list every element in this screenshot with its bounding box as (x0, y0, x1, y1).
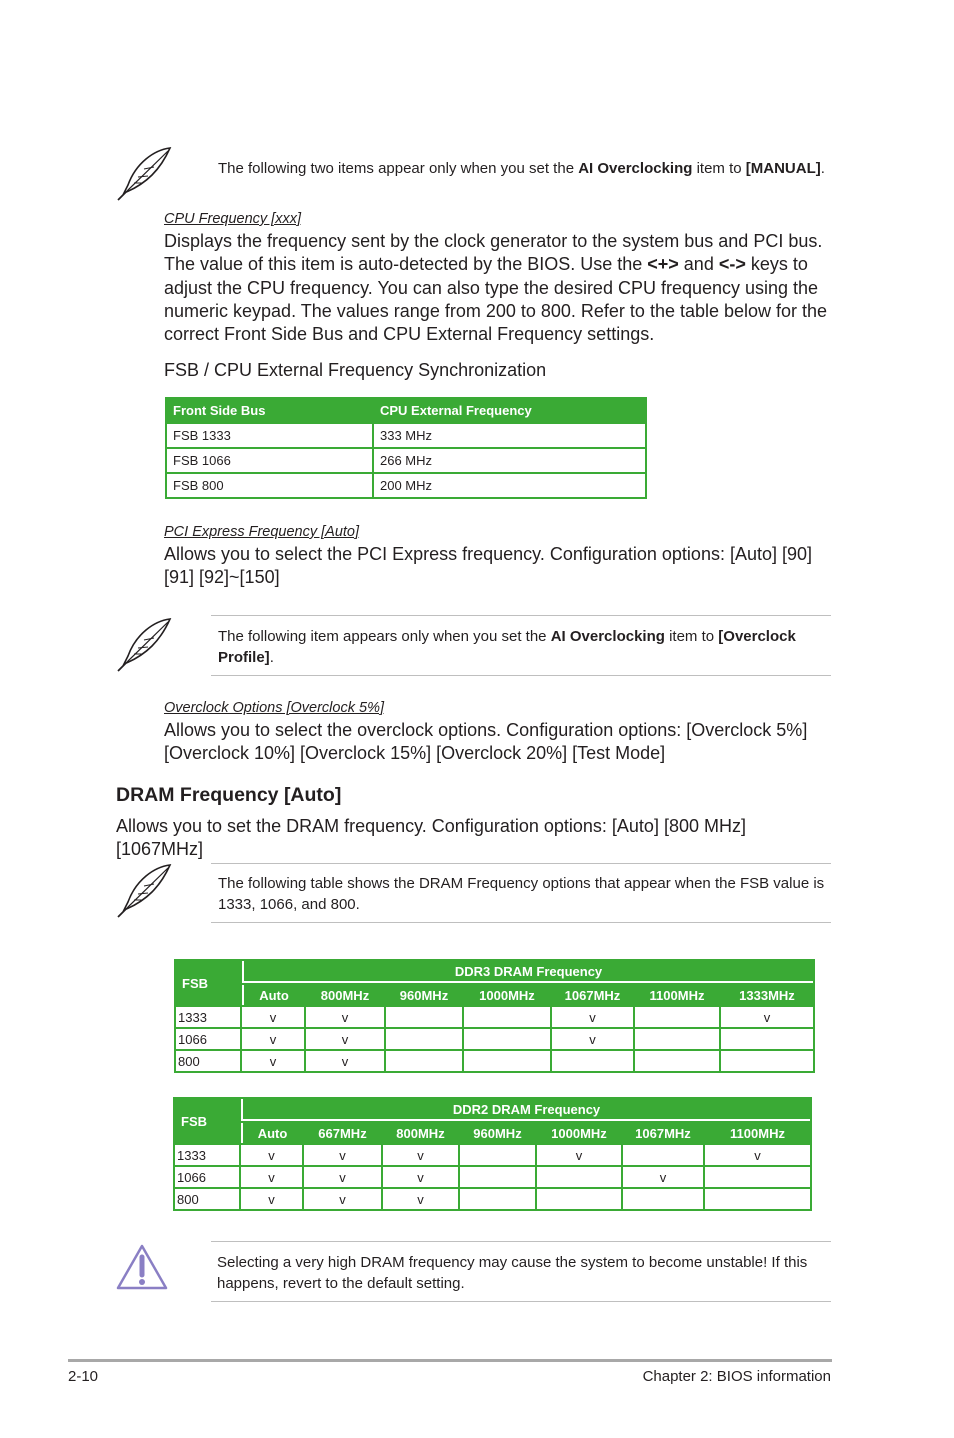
table-cell (705, 1189, 810, 1209)
dram-frequency-description: Allows you to set the DRAM frequency. Configuration options: [Auto] [800 MHz] [1067MHz] (116, 816, 746, 860)
table-cell: v (242, 1029, 304, 1049)
table-cell: FSB 1066 (167, 449, 372, 472)
fsb-cell: 1066 (175, 1167, 239, 1187)
overclock-options-title: Overclock Options [Overclock 5%] (164, 700, 384, 716)
table-cell (460, 1167, 535, 1187)
column-header: 1100MHz (730, 1125, 785, 1141)
table-cell (635, 1051, 719, 1071)
fsb-column-header: FSB (181, 1113, 207, 1129)
page-number: 2-10 (68, 1368, 99, 1385)
table-header-row (175, 1123, 810, 1143)
fsb-cpu-frequency-table (165, 397, 647, 499)
table-cell: v (721, 1007, 813, 1027)
table-header-row (176, 961, 813, 983)
table-cell: v (537, 1145, 621, 1165)
table-cell: v (242, 1051, 304, 1071)
table-cell (623, 1189, 703, 1209)
fsb-table-caption: FSB / CPU External Frequency Synchronization (164, 360, 547, 380)
table-cell (386, 1051, 462, 1071)
table-cell: FSB 800 (167, 474, 372, 497)
table-cell: v (306, 1007, 384, 1027)
table-cell: v (242, 1007, 304, 1027)
table-cell (537, 1167, 621, 1187)
table-cell: v (383, 1167, 458, 1187)
table-cell (635, 1007, 719, 1027)
table-row (175, 1167, 810, 1187)
table-cell: v (241, 1145, 302, 1165)
table-cell (721, 1029, 813, 1049)
pcie-frequency-title: PCI Express Frequency [Auto] (164, 524, 360, 540)
table-header: Front Side Bus (173, 403, 266, 418)
table-cell: v (306, 1051, 384, 1071)
table-cell (464, 1007, 550, 1027)
table-cell: v (304, 1167, 381, 1187)
column-header: Auto (242, 985, 304, 1005)
table-row (176, 1007, 813, 1027)
table-cell: v (705, 1145, 810, 1165)
column-header: 1067MHz (564, 987, 621, 1003)
note-text: The following table shows the DRAM Frequency options that appear when the FSB value is 1333, 1066, and 800. (218, 875, 825, 913)
overclock-options-description: Allows you to select the overclock options. Configuration options: [Overclock 5%] [Overclock 10%] [Overclock 15%] [Overclock 20%] [Test Mode] (164, 720, 808, 764)
fsb-cell: 1333 (176, 1007, 240, 1027)
table-header-row (175, 1099, 810, 1121)
warning-text: Selecting a very high DRAM frequency may cause the system to become unstable! If this happens, revert to the default setting. (217, 1254, 808, 1292)
table-cell: v (552, 1007, 633, 1027)
cpu-frequency-title: CPU Frequency [xxx] (164, 211, 301, 227)
note-feather-icon (114, 862, 174, 920)
column-header: 667MHz (318, 1125, 367, 1141)
dram-frequency-heading: DRAM Frequency [Auto] (116, 784, 342, 806)
table-cell (635, 1029, 719, 1049)
fsb-column-header: FSB (182, 975, 208, 991)
table-row (176, 1051, 813, 1071)
column-header: 1000MHz (551, 1125, 607, 1141)
table-cell: v (304, 1145, 381, 1165)
table-cell (460, 1189, 535, 1209)
fsb-cell: 1333 (175, 1145, 239, 1165)
table-cell (537, 1189, 621, 1209)
table-cell (386, 1007, 462, 1027)
ddr3-frequency-table (174, 959, 815, 1073)
table-row (167, 449, 645, 472)
pcie-frequency-description: Allows you to select the PCI Express frequency. Configuration options: [Auto] [90] [91] [92]~[150] (164, 544, 813, 588)
table-cell (386, 1029, 462, 1049)
table-cell (464, 1051, 550, 1071)
table-cell (721, 1051, 813, 1071)
note-divider (211, 1241, 831, 1242)
column-header: 800MHz (320, 987, 370, 1003)
note-divider (211, 863, 831, 864)
note-divider (211, 1301, 831, 1302)
table-cell: v (306, 1029, 384, 1049)
table-header: CPU External Frequency (380, 403, 532, 418)
note-divider (211, 675, 831, 676)
table-row (167, 474, 645, 497)
note-feather-icon (114, 616, 174, 674)
table-cell (464, 1029, 550, 1049)
column-header: 800MHz (396, 1125, 445, 1141)
table-cell (705, 1167, 810, 1187)
table-header-row (176, 985, 813, 1005)
table-row (176, 1029, 813, 1049)
column-header: 1067MHz (635, 1125, 691, 1141)
table-cell: 333 MHz (374, 424, 645, 447)
fsb-cell: 800 (176, 1051, 240, 1071)
column-header: 1333MHz (739, 987, 795, 1003)
column-header: Auto (241, 1123, 302, 1143)
table-cell: v (304, 1189, 381, 1209)
table-cell (552, 1051, 633, 1071)
table-cell: v (241, 1167, 302, 1187)
note-text: The following item appears only when you set the AI Overclocking item to [Overclock Profile]. (218, 628, 796, 666)
table-header-row (167, 399, 645, 422)
column-header: 960MHz (399, 987, 449, 1003)
cpu-frequency-description: Displays the frequency sent by the clock generator to the system bus and PCI bus. The value of this item is auto-detected by the BIOS. Use the <+> and <-> keys to adjust the CPU frequency. You can also type the desired CPU frequency using the numeric keypad. The values range from 200 to 800. Refer to the table below for the correct Front Side Bus and CPU External Frequency settings. (164, 231, 828, 345)
table-row (175, 1189, 810, 1209)
table-cell: v (552, 1029, 633, 1049)
table-cell: v (383, 1145, 458, 1165)
fsb-cell: 800 (175, 1189, 239, 1209)
ddr3-group-header: DDR3 DRAM Frequency (242, 961, 813, 983)
note-feather-icon (114, 145, 174, 203)
table-cell: v (383, 1189, 458, 1209)
column-header: 1100MHz (649, 987, 705, 1003)
column-header: 960MHz (473, 1125, 522, 1141)
footer-divider (68, 1359, 832, 1362)
table-cell: FSB 1333 (167, 424, 372, 447)
table-cell: v (623, 1167, 703, 1187)
table-row (175, 1145, 810, 1165)
fsb-cell: 1066 (176, 1029, 240, 1049)
chapter-label: Chapter 2: BIOS information (642, 1368, 831, 1385)
table-cell (460, 1145, 535, 1165)
warning-icon (115, 1243, 169, 1291)
ddr2-group-header: DDR2 DRAM Frequency (241, 1099, 810, 1121)
note-divider (211, 615, 831, 616)
note-divider (211, 922, 831, 923)
ddr2-frequency-table (173, 1097, 812, 1211)
table-cell: 200 MHz (374, 474, 645, 497)
column-header: 1000MHz (479, 987, 535, 1003)
table-row (167, 424, 645, 447)
table-cell: v (241, 1189, 302, 1209)
note-text: The following two items appear only when you set the AI Overclocking item to [MANUAL]. (218, 160, 825, 177)
table-cell: 266 MHz (374, 449, 645, 472)
table-cell (623, 1145, 703, 1165)
